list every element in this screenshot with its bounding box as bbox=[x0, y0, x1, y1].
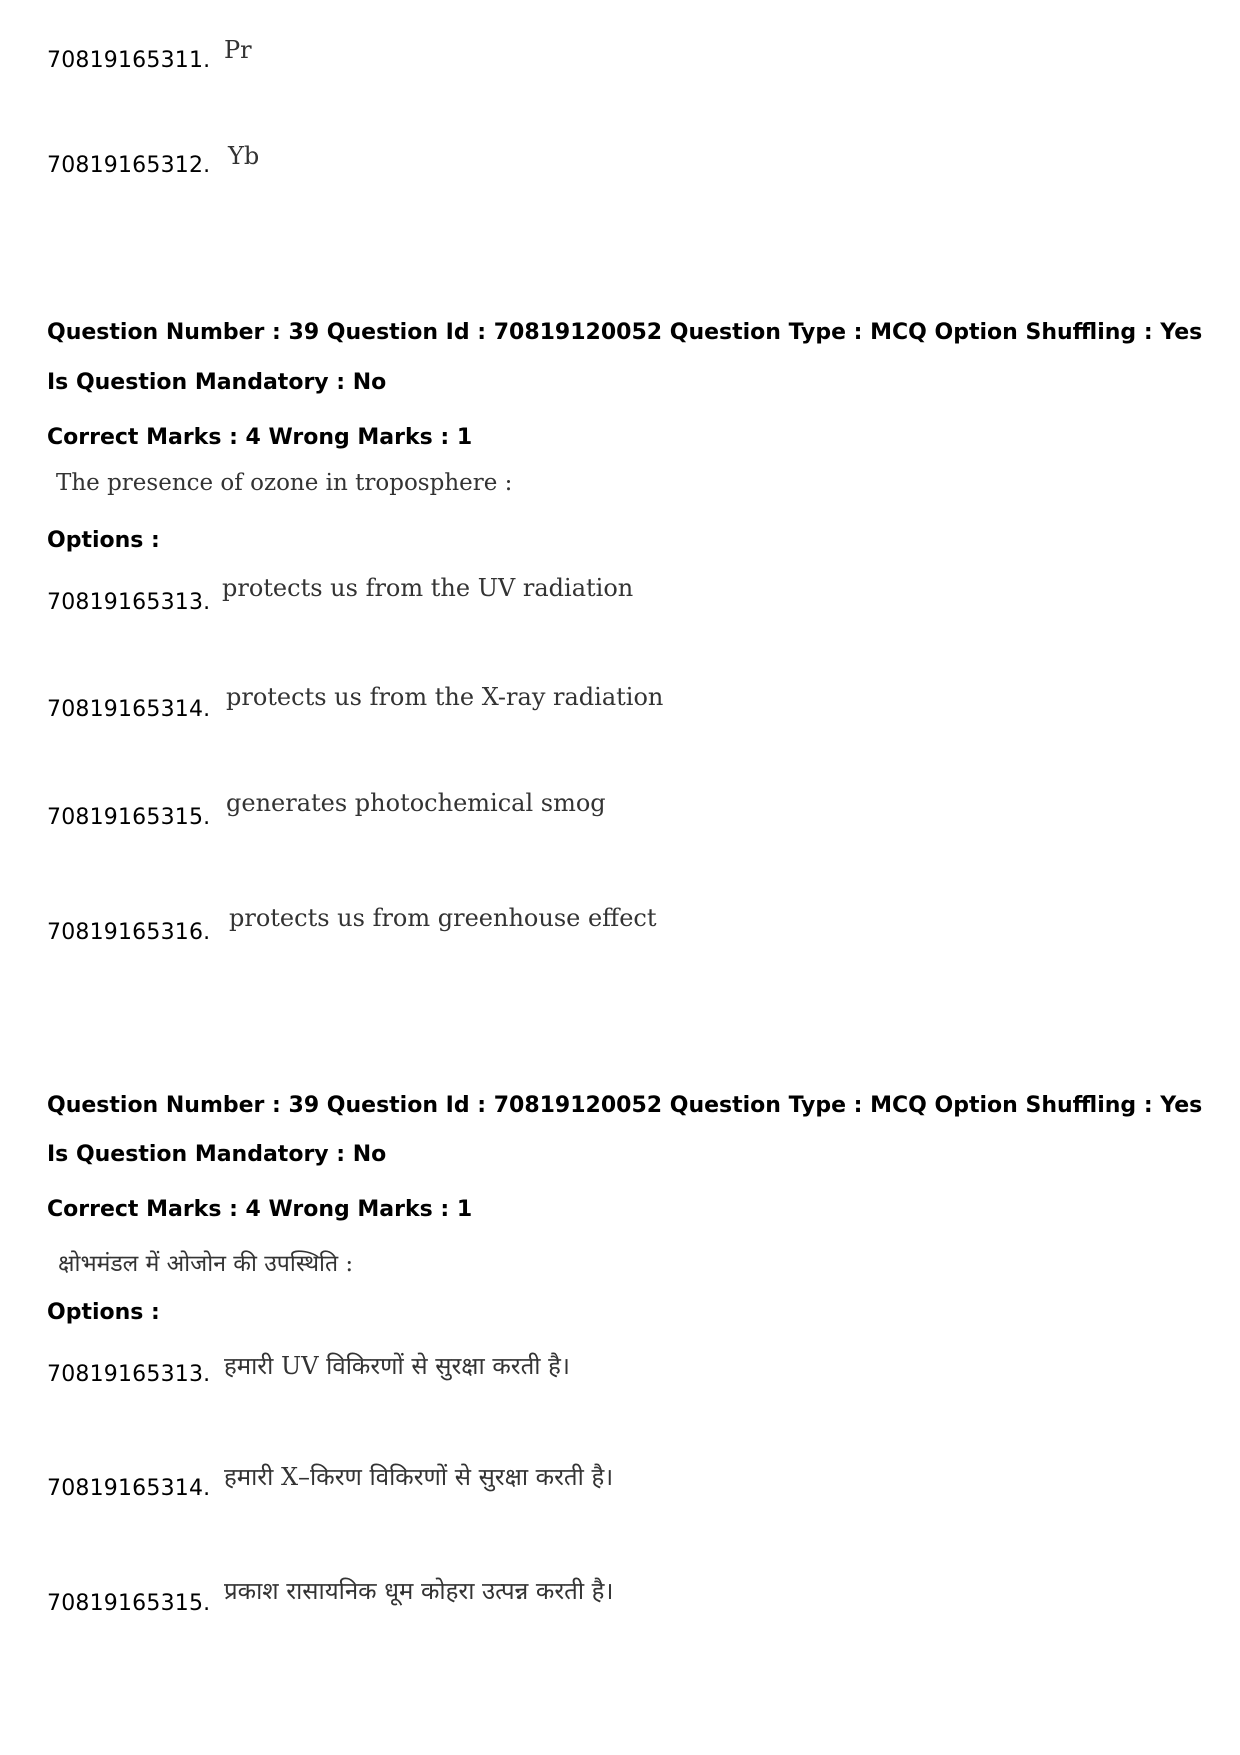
option-text: generates photochemical smog bbox=[226, 789, 606, 817]
options-label: Options : bbox=[47, 1300, 160, 1325]
option-id: 70819165316. bbox=[47, 920, 211, 945]
question-marks: Correct Marks : 4 Wrong Marks : 1 bbox=[47, 1197, 473, 1222]
option-row bbox=[47, 1362, 210, 1387]
option-row bbox=[47, 48, 210, 73]
option-text: हमारी X–किरण विकिरणों से सुरक्षा करती है। bbox=[224, 1463, 614, 1491]
option-id: 70819165315. bbox=[47, 1591, 211, 1616]
option-row bbox=[47, 697, 210, 722]
option-row bbox=[47, 590, 210, 615]
question-marks: Correct Marks : 4 Wrong Marks : 1 bbox=[47, 425, 473, 450]
question-header: Question Number : 39 Question Id : 70819120052 Question Type : MCQ Option Shuffling : Yes bbox=[47, 1093, 1203, 1118]
option-text: protects us from the X-ray radiation bbox=[226, 683, 664, 711]
option-row bbox=[47, 153, 210, 178]
option-id: 70819165312. bbox=[47, 153, 211, 178]
option-text: प्रकाश रासायनिक धूम कोहरा उत्पन्न करती है। bbox=[224, 1577, 614, 1605]
option-id: 70819165314. bbox=[47, 697, 211, 722]
option-text: हमारी UV विकिरणों से सुरक्षा करती है। bbox=[224, 1352, 570, 1380]
question-text: क्षोभमंडल में ओजोन की उपस्थिति : bbox=[58, 1251, 354, 1277]
option-text: protects us from the UV radiation bbox=[222, 574, 634, 602]
option-row bbox=[47, 1476, 210, 1501]
option-row bbox=[47, 920, 210, 945]
option-row bbox=[47, 805, 210, 830]
question-mandatory: Is Question Mandatory : No bbox=[47, 370, 387, 395]
question-mandatory: Is Question Mandatory : No bbox=[47, 1142, 387, 1167]
option-text: Yb bbox=[228, 142, 260, 170]
option-text: Pr bbox=[224, 36, 252, 64]
option-row bbox=[47, 1591, 210, 1616]
option-id: 70819165311. bbox=[47, 48, 211, 73]
option-text: protects us from greenhouse effect bbox=[229, 904, 657, 932]
question-text: The presence of ozone in troposphere : bbox=[56, 470, 513, 496]
option-id: 70819165314. bbox=[47, 1476, 211, 1501]
option-id: 70819165313. bbox=[47, 1362, 211, 1387]
options-label: Options : bbox=[47, 528, 160, 553]
question-header: Question Number : 39 Question Id : 70819120052 Question Type : MCQ Option Shuffling : Yes bbox=[47, 320, 1203, 345]
option-id: 70819165315. bbox=[47, 805, 211, 830]
option-id: 70819165313. bbox=[47, 590, 211, 615]
